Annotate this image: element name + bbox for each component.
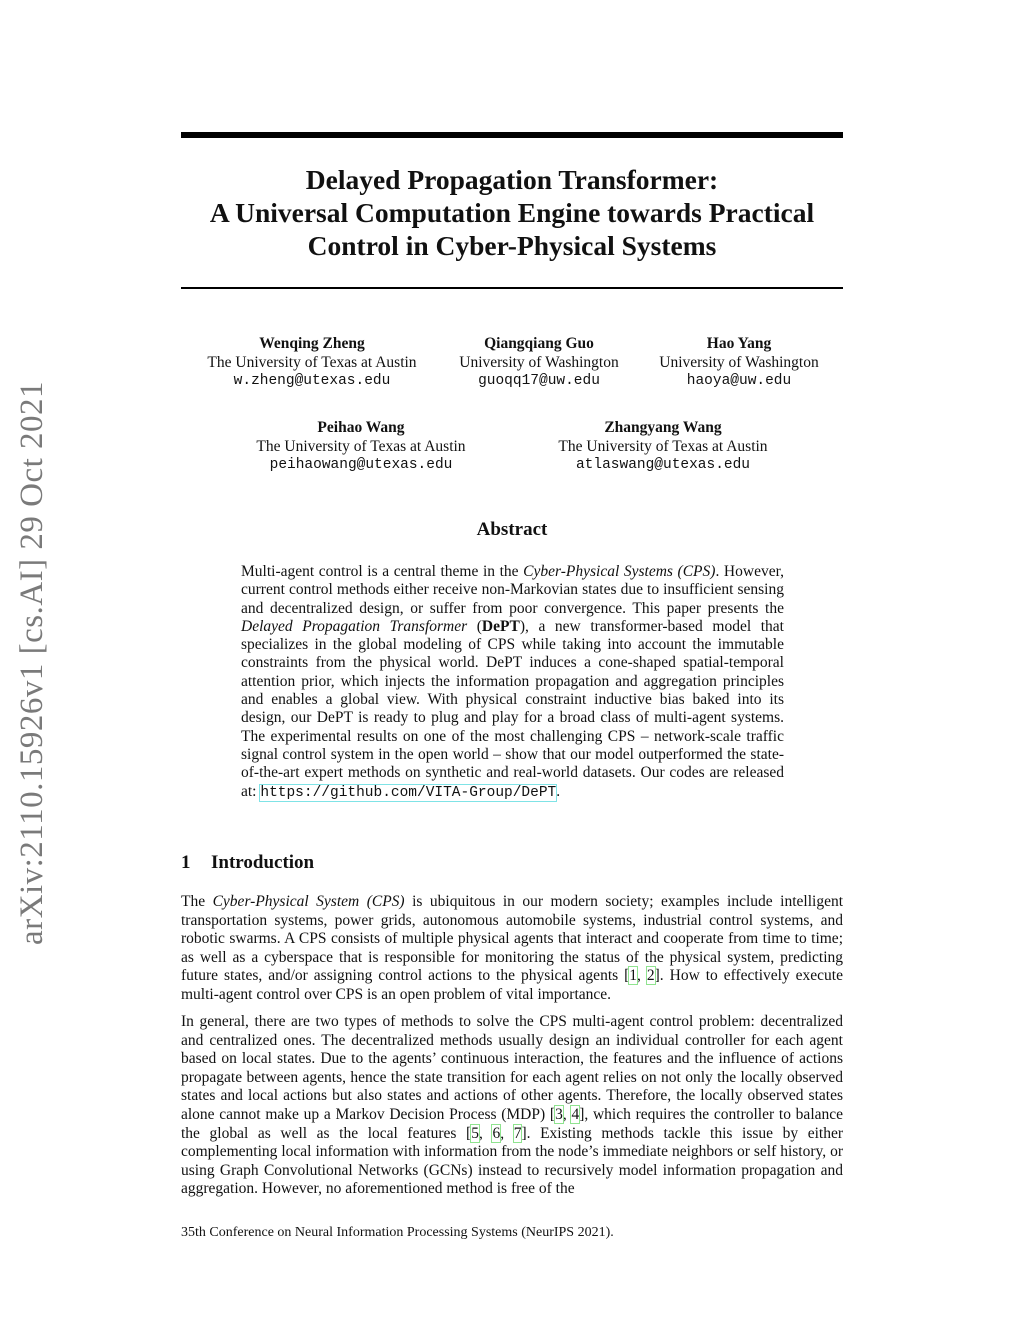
abstract-text-part: Multi-agent control is a central theme in the xyxy=(241,563,524,580)
author-block-3 xyxy=(644,334,834,391)
author-block-4 xyxy=(241,418,481,475)
citation-link[interactable]: 3 xyxy=(555,1105,563,1123)
author-affiliation: The University of Texas at Austin xyxy=(558,438,768,455)
author-affiliation: University of Washington xyxy=(659,354,819,371)
citation-link[interactable]: 7 xyxy=(513,1124,522,1142)
paper-title xyxy=(150,163,874,262)
section-number: 1 xyxy=(181,852,191,873)
author-email: guoqq17@uw.edu xyxy=(478,373,600,389)
author-affiliation: University of Washington xyxy=(459,354,619,371)
author-email: haoya@uw.edu xyxy=(686,373,792,389)
conference-footnote: 35th Conference on Neural Information Processing Systems (NeurIPS 2021). xyxy=(181,1225,614,1240)
author-affiliation: The University of Texas at Austin xyxy=(256,438,466,455)
author-email: peihaowang@utexas.edu xyxy=(269,457,453,473)
citation-link[interactable]: 5 xyxy=(471,1124,479,1142)
author-name: Wenqing Zheng xyxy=(259,335,365,352)
title-top-rule xyxy=(181,132,843,138)
abstract-italic-term: Delayed Propagation Transformer xyxy=(241,617,468,635)
abstract-text-part: ( xyxy=(467,617,482,635)
abstract-text-part: . xyxy=(556,782,561,800)
paragraph-text: ]. How to effectively execute multi-agent control over CPS is an open problem of vital importance. xyxy=(181,967,843,1003)
paragraph-text: ]. Existing methods tackle this issue by either complementing local information with information from the node’s immediate neighbors or self history, or using Graph Convolutional Networks (GCNs) instead to recursively model information propagation and aggregation. However, no aforementioned method is free of the xyxy=(181,1124,844,1198)
author-block-2 xyxy=(439,334,639,391)
citation-link[interactable]: 1 xyxy=(629,967,638,985)
code-repository-link[interactable]: https://github.com/VITA-Group/DePT xyxy=(260,784,557,801)
title-bottom-rule xyxy=(181,287,843,289)
abstract-italic-term: Cyber-Physical Systems (CPS) xyxy=(523,563,716,580)
author-name: Qiangqiang Guo xyxy=(484,335,594,352)
title-line-3: Control in Cyber-Physical Systems xyxy=(307,230,717,261)
author-email: w.zheng@utexas.edu xyxy=(233,373,391,389)
section-title: Introduction xyxy=(211,852,315,873)
paragraph-text: is ubiquitous in our modern society; examples include intelligent transportation systems, power grids, autonomous automobile systems, industrial control systems, and robotic swarms. A CPS consists of multiple physical agents that interact and cooperate from time to time; as well as a cyberspace that is responsible for monitoring the status of the physical system, predicting future states, and/or assigning control actions to the physical agents [ xyxy=(181,893,843,985)
paragraph-text: ], which requires the controller to balance the global as well as the local features [ xyxy=(181,1105,844,1142)
intro-paragraph-2 xyxy=(181,1013,843,1199)
arxiv-identifier: arXiv:2110.15926v1 [cs.AI] 29 Oct 2021 xyxy=(14,380,50,945)
abstract-text-part: . However, current control methods either receive non-Markovian states due to insufficient sensing and decentralized design, or suffer from poor convergence. This paper presents the xyxy=(241,563,784,617)
citation-separator: , xyxy=(500,1124,514,1142)
title-line-1: Delayed Propagation Transformer: xyxy=(305,164,719,195)
author-name: Peihao Wang xyxy=(317,419,405,436)
citation-link[interactable]: 2 xyxy=(646,967,655,985)
author-email: atlaswang@utexas.edu xyxy=(575,457,751,473)
abstract-text-part: ), a new transformer-based model that specializes in the global modeling of CPS while taking into account the immutable constraints from the physical world. DePT induces a cone-shaped spatial-temporal attention prior, which injects the information propagation and aggregation principles and enables a global view. With physical constraint inductive bias baked into its design, our DePT is ready to plug and play for a broad class of multi-agent systems. The experimental results on one of the most challenging CPS – network-scale traffic signal control system in the open world – show that our model outperformed the state-of-the-art expert methods on synthetic and real-world datasets. Our codes are released at: xyxy=(241,617,784,800)
author-block-5 xyxy=(543,418,783,475)
italic-term: Cyber-Physical System (CPS) xyxy=(212,893,405,910)
abstract-heading: Abstract xyxy=(476,519,548,540)
citation-separator: , xyxy=(562,1105,572,1123)
citation-link[interactable]: 4 xyxy=(571,1105,580,1123)
author-block-1 xyxy=(192,334,432,391)
author-name: Zhangyang Wang xyxy=(604,419,722,436)
paragraph-text: The xyxy=(181,893,213,910)
citation-separator: , xyxy=(478,1124,493,1142)
abstract-text xyxy=(241,563,784,802)
author-affiliation: The University of Texas at Austin xyxy=(207,354,417,371)
abstract-bold-term: DePT xyxy=(481,617,520,635)
author-name: Hao Yang xyxy=(706,335,772,352)
title-line-2: A Universal Computation Engine towards Practical xyxy=(209,197,815,228)
citation-separator: , xyxy=(637,967,647,985)
intro-paragraph-1 xyxy=(181,893,843,1005)
section-heading xyxy=(181,852,314,874)
citation-link[interactable]: 6 xyxy=(492,1124,501,1142)
paragraph-text: In general, there are two types of methods to solve the CPS multi-agent control problem: decentralized and centralized ones. The decentralized methods usually design an individual controller for each agent based on local states. Due to the agents’ continuous interaction, the features and the influence of actions propagate between agents, hence the state transition for each agent relies on not only the locally observed states and local actions but also states and actions of other agents. Therefore, the locally observed states alone cannot make up a Markov Decision Process (MDP) [ xyxy=(181,1013,843,1123)
